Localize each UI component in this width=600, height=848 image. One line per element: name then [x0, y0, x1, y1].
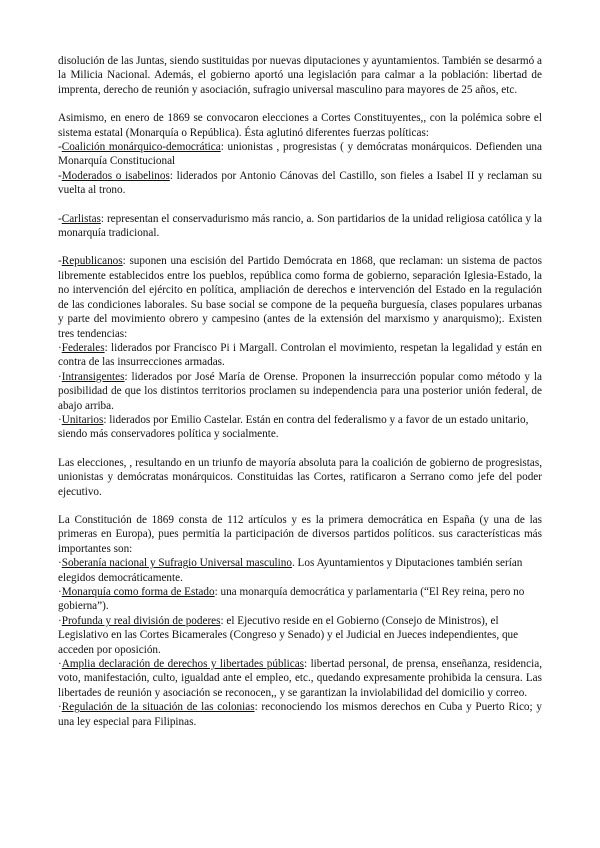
paragraph-elecciones-cortes: Asimismo, en enero de 1869 se convocaron elecciones a Cortes Constituyentes,, con la polémica sobre el sistema estatal (Monarquía o República). Ésta aglutinó diferentes fuerzas políticas: — [58, 112, 542, 139]
item-prefix: · — [58, 341, 62, 354]
item-text: : liderados por Antonio Cánovas del Castillo, son fieles a Isabel II y reclaman su vuelta al trono. — [58, 169, 543, 197]
item-soberania — [58, 556, 542, 585]
item-text: : liderados por José María de Orense. Proponen la insurrección popular como método y la posibilidad de que los distintos territorios proclamen su independencia para una posterior unión federal, de abajo arriba. — [58, 370, 542, 412]
item-carlistas — [58, 212, 542, 241]
item-prefix: · — [58, 658, 62, 671]
term-unitarios: Unitarios — [61, 413, 104, 426]
item-prefix: · — [58, 413, 62, 426]
item-moderados — [58, 169, 542, 198]
term-monarquia: Monarquía como forma de Estado — [61, 586, 215, 598]
item-colonias — [58, 700, 542, 729]
term-intransigentes: Intransigentes — [61, 370, 125, 383]
item-text: : el Ejecutivo reside en el Gobierno (Consejo de Ministros), el Legislativo en las Cortes Bicamerales (Congreso y Senado) y el Judicial en Jueces independientes, que acceden por oposición. — [58, 614, 519, 656]
item-republicanos — [58, 254, 542, 340]
term-division-poderes: Profunda y real división de poderes — [61, 614, 221, 627]
item-text: : unionistas , progresistas ( y demócratas monárquicos. Defienden una Monarquía Constitucional — [58, 141, 542, 168]
item-monarquia — [58, 585, 542, 614]
item-prefix: · — [58, 370, 62, 383]
item-text: : suponen una escisión del Partido Demócrata en 1868, que reclaman: un sistema de pactos libremente establecidos entre los pueblos, república como forma de gobierno, separación Iglesia-Estado, la no intervención del ejército en política, ampliación de derechos e intervención del Estado en la regulación de las condiciones laborales. Su base social se compone de la pequeña burguesía, clases populares urbanas y parte del movimiento obrero y campesino (antes de la extensión del marxismo y anarquismo);. Existen tres tendencias: — [58, 255, 542, 340]
term-carlistas: Carlistas — [61, 212, 101, 225]
item-division-poderes — [58, 614, 542, 657]
term-republicanos: Republicanos — [61, 255, 123, 268]
item-prefix: - — [58, 169, 62, 182]
item-prefix: - — [58, 212, 62, 225]
item-prefix: · — [58, 586, 62, 598]
term-colonias: Regulación de la situación de las colonias — [61, 701, 255, 714]
term-moderados: Moderados o isabelinos — [61, 169, 170, 182]
item-federales — [58, 341, 542, 370]
item-prefix: · — [58, 557, 62, 570]
term-soberania: Soberanía nacional y Sufragio Universal masculino — [61, 557, 292, 570]
item-coalicion — [58, 140, 542, 169]
term-coalicion: Coalición monárquico-democrática — [61, 141, 221, 154]
item-text: : reconociendo los mismos derechos en Cuba y Puerto Rico; y una ley especial para Filipinas. — [58, 701, 542, 728]
item-derechos — [58, 657, 542, 700]
item-unitarios — [58, 413, 542, 442]
item-prefix: · — [58, 701, 62, 714]
term-federales: Federales — [61, 341, 105, 354]
item-prefix: · — [58, 614, 62, 627]
item-text: : representan el conservadurismo más rancio, a. Son partidarios de la unidad religiosa católica y la monarquía tradicional. — [58, 212, 542, 240]
item-text: : libertad personal, de prensa, enseñanza, residencia, voto, manifestación, culto, igualdad ante el empleo, etc., quedando expresamente prohibida la censura. Las libertades de reunión y asociación se reconocen,, y se garantizan la inviolabilidad del domicilio y correo. — [58, 658, 542, 699]
paragraph-resultado-elecciones: Las elecciones, , resultando en un triunfo de mayoría absoluta para la coalición de gobierno de progresistas, unionistas y demócratas monárquicos. Constituidas las Cortes, ratificaron a Serrano como jefe del poder ejecutivo. — [58, 456, 542, 498]
item-prefix: - — [58, 141, 62, 154]
item-text: : liderados por Francisco Pi i Margall. Controlan el movimiento, respetan la legalidad y están en contra de las insurrecciones armadas. — [58, 341, 542, 369]
paragraph-disolucion: disolución de las Juntas, siendo sustituidas por nuevas diputaciones y ayuntamientos. También se desarmó a la Milicia Nacional. Además, el gobierno aportó una legislación para calmar a la población: libertad de imprenta, derecho de reunión y asociación, sufragio universal masculino para mayores de 25 años, etc. — [58, 55, 542, 96]
item-text: : una monarquía democrática y parlamentaria (“El Rey reina, pero no gobierna”). — [58, 586, 525, 613]
term-derechos: Amplia declaración de derechos y libertades públicas — [61, 658, 305, 671]
item-text: . Los Ayuntamientos y Diputaciones también serían elegidos democráticamente. — [58, 557, 523, 584]
item-text: : liderados por Emilio Castelar. Están en contra del federalismo y a favor de un estado unitario, siendo más conservadores política y socialmente. — [58, 413, 529, 441]
paragraph-constitucion: La Constitución de 1869 consta de 112 artículos y es la primera democrática en España (y una de las primeras en Europa), pues permitía la participación de diversos partidos políticos. sus características más importantes son: — [58, 513, 542, 555]
item-prefix: - — [58, 255, 62, 268]
item-intransigentes — [58, 370, 542, 413]
